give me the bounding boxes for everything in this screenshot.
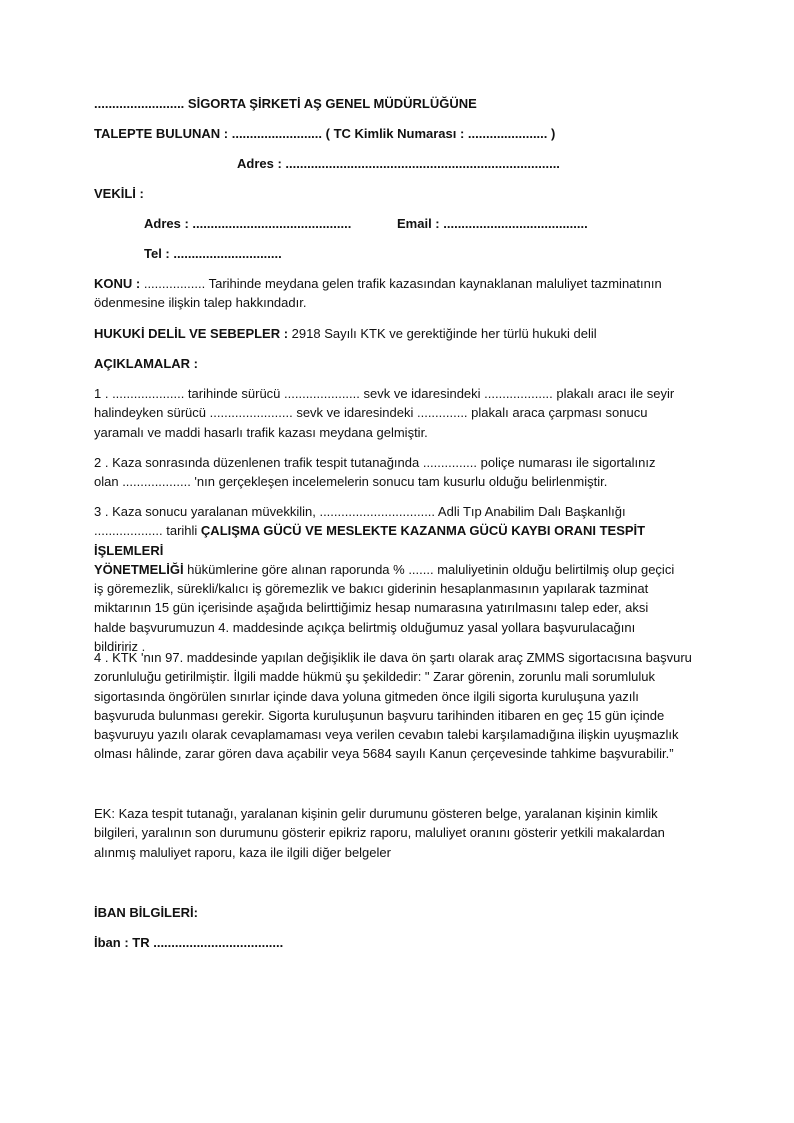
paragraph-line: sigortasında öngörülen sınırlar içinde dava yoluna gitmeden önce ilgili sigorta kuruluşuna yazılı [94, 688, 639, 704]
applicant-value: ......................... ( TC Kimlik Numarası : ...................... ) [231, 126, 556, 141]
paragraph-line: 3 . Kaza sonucu yaralanan müvekkilin, ................................ Adli Tıp Anabilim Dalı Başkanlığı [94, 504, 626, 519]
attachments-line: alınmış maluliyet raporu, kaza ile ilgili diğer belgeler [94, 844, 391, 860]
applicant-address-value: ............................................................................ [285, 156, 560, 171]
subject-label: KONU : [94, 276, 141, 291]
paragraph-line: hükümlerine göre alınan raporunda % ....... maluliyetinin olduğu belirtilmiş olup geçici [183, 561, 675, 577]
attorney-email-value: ........................................ [443, 216, 588, 231]
attorney-tel-label: Tel : [144, 246, 170, 261]
subject-text-line1: ................. Tarihinde meydana gelen trafik kazasından kaynaklanan maluliyet tazminatının [140, 276, 662, 291]
paragraph-line: olan ................... 'nın gerçekleşen incelemelerin sonucu tam kusurlu olduğu belirlenmiştir. [94, 474, 608, 490]
legal-text: 2918 Sayılı KTK ve gerektiğinde her türlü hukuki delil [288, 326, 597, 341]
attorney-tel-value: .............................. [173, 246, 282, 261]
paragraph-line: iş göremezlik, sürekli/kalıcı iş göremezlik ve bakıcı giderinin hesaplanmasının yapılarak tazminat [94, 581, 649, 597]
explanations-heading: AÇIKLAMALAR : [94, 356, 198, 371]
attachments-line: EK: Kaza tespit tutanağı, yaralanan kişinin gelir durumunu gösteren belge, yaralanan kişinin kimlik [94, 806, 658, 821]
paragraph-line: başvuruyu yazılı olarak cevaplamaması veya verilen cevabın talebi karşılamadığına ilişkin uyuşmazlık [94, 727, 679, 743]
attorney-address-label: Adres : [144, 216, 189, 231]
iban-row [94, 934, 283, 952]
attorney-email-label: Email : [397, 216, 440, 231]
iban-value: .................................... [149, 935, 284, 950]
attorney-address-row [144, 215, 351, 233]
attachments-line: bilgileri, yaralının son durumunu gösterir epikriz raporu, maluliyet oranını gösterir yetkili makalardan [94, 825, 665, 841]
regulation-name: ÇALIŞMA GÜCÜ VE MESLEKTE KAZANMA GÜCÜ KAYBI ORANI TESPİT İŞLEMLERİ [94, 523, 646, 558]
paragraph-line: yaramalı ve maddi hasarlı trafik kazası meydana gelmiştir. [94, 424, 428, 440]
attorney-address-value: ............................................ [192, 216, 352, 231]
applicant-address-label: Adres : [237, 156, 282, 171]
iban-label: İban : TR [94, 935, 150, 950]
attorney-tel-row [144, 245, 282, 263]
applicant-address-row [237, 155, 560, 173]
paragraph-line: halindeyken sürücü ....................... sevk ve idaresindeki .............. plakalı araca çarpması sonucu [94, 405, 648, 421]
subject-text-line2: ödenmesine ilişkin talep hakkındadır. [94, 295, 307, 311]
paragraph-line: zorunluluğu getirilmiştir. İlgili madde hükmü şu şekildedir: " Zarar görenin, zorunlu mali sorumluluk [94, 669, 655, 685]
applicant-row [94, 125, 555, 143]
applicant-label: TALEPTE BULUNAN : [94, 126, 229, 141]
attachments-section [94, 804, 706, 862]
attorney-label: VEKİLİ : [94, 186, 144, 201]
document-title: ......................... SİGORTA ŞİRKETİ AŞ GENEL MÜDÜRLÜĞÜNE [94, 96, 477, 111]
explanation-paragraph-4 [94, 648, 706, 764]
paragraph-line: bildiririz . [94, 639, 146, 655]
paragraph-line: miktarının 15 gün içerisinde aşağıda belirttiğimiz hesap numarasına yatırılmasını talep eder, aksi [94, 600, 649, 616]
paragraph-line: başvuruda bulunması gerekir. Sigorta kuruluşunun başvuru tarihinden itibaren en geç 15 gün içinde [94, 707, 665, 723]
regulation-name-end: YÖNETMELİĞİ [94, 561, 184, 577]
legal-section [94, 325, 597, 343]
subject-section [94, 274, 706, 313]
iban-heading: İBAN BİLGİLERİ: [94, 905, 198, 920]
paragraph-line: 2 . Kaza sonrasında düzenlenen trafik tespit tutanağında ............... poliçe numarası ile sigortalınız [94, 455, 656, 470]
paragraph-line: 1 . .................... tarihinde sürücü ..................... sevk ve idaresindeki ................... plakalı aracı ile seyir [94, 386, 675, 401]
explanation-paragraph-2 [94, 453, 706, 492]
paragraph-line: ................... tarihli [94, 523, 201, 539]
paragraph-line: olması hâlinde, zarar gören dava açabilir veya 5684 sayılı Kanun çerçevesinde tahkime başvurabilir.” [94, 746, 674, 762]
explanation-paragraph-3 [94, 502, 706, 656]
attorney-email-row [397, 215, 588, 233]
explanation-paragraph-1 [94, 384, 706, 442]
paragraph-line: halde başvurumuzun 4. maddesinde açıkça belirtmiş olduğumuz yasal yollara başvurulacağını [94, 619, 636, 635]
legal-label: HUKUKİ DELİL VE SEBEPLER : [94, 326, 289, 341]
paragraph-line: 4 . KTK 'nın 97. maddesinde yapılan değişiklik ile dava ön şartı olarak araç ZMMS sigortacısına başvuru [94, 650, 692, 665]
